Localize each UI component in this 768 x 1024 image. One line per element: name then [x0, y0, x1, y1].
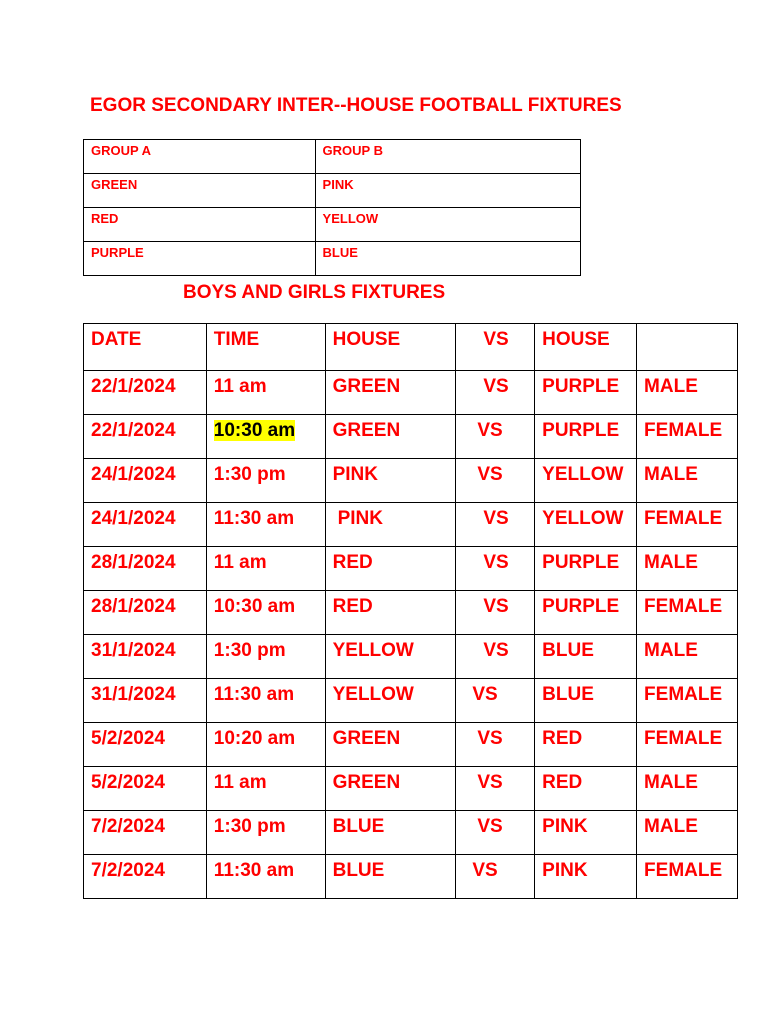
table-row — [84, 811, 738, 855]
fixture-vs: VS — [456, 415, 535, 459]
table-row — [84, 415, 738, 459]
fixture-away-house: PINK — [535, 811, 637, 855]
header-house-home: HOUSE — [325, 324, 456, 371]
fixture-home-house: PINK — [325, 459, 456, 503]
table-row — [84, 459, 738, 503]
table-row — [84, 767, 738, 811]
fixture-away-house: BLUE — [535, 679, 637, 723]
fixture-date: 24/1/2024 — [84, 503, 207, 547]
fixture-home-house: GREEN — [325, 415, 456, 459]
fixture-vs: VS — [456, 679, 535, 723]
fixture-vs: VS — [456, 811, 535, 855]
fixture-vs: VS — [456, 547, 535, 591]
group-b-team: PINK — [315, 174, 580, 208]
group-a-header: GROUP A — [84, 140, 316, 174]
fixture-date: 28/1/2024 — [84, 547, 207, 591]
fixture-time: 11:30 am — [206, 503, 325, 547]
group-a-team: PURPLE — [84, 242, 316, 276]
fixture-category: FEMALE — [637, 503, 738, 547]
fixture-home-house: BLUE — [325, 855, 456, 899]
header-vs: VS — [456, 324, 535, 371]
table-row — [84, 547, 738, 591]
fixture-time: 1:30 pm — [206, 459, 325, 503]
fixture-away-house: PURPLE — [535, 547, 637, 591]
fixture-home-house: YELLOW — [325, 635, 456, 679]
fixture-date: 22/1/2024 — [84, 371, 207, 415]
table-row — [84, 679, 738, 723]
fixture-vs: VS — [456, 855, 535, 899]
fixture-time: 11:30 am — [206, 855, 325, 899]
fixture-category: MALE — [637, 371, 738, 415]
fixture-category: MALE — [637, 767, 738, 811]
fixture-time: 11 am — [206, 767, 325, 811]
group-b-team: YELLOW — [315, 208, 580, 242]
table-header-row — [84, 324, 738, 371]
fixture-time: 1:30 pm — [206, 811, 325, 855]
fixture-home-house: RED — [325, 547, 456, 591]
fixture-time: 10:20 am — [206, 723, 325, 767]
fixture-category: MALE — [637, 459, 738, 503]
fixture-category: FEMALE — [637, 855, 738, 899]
fixture-time: 11 am — [206, 371, 325, 415]
fixture-away-house: YELLOW — [535, 459, 637, 503]
fixtures-subtitle: BOYS AND GIRLS FIXTURES — [183, 282, 446, 303]
fixture-date: 5/2/2024 — [84, 723, 207, 767]
fixture-time: 11:30 am — [206, 679, 325, 723]
table-row — [84, 723, 738, 767]
fixture-date: 31/1/2024 — [84, 679, 207, 723]
fixture-home-house: BLUE — [325, 811, 456, 855]
table-row — [84, 242, 581, 276]
fixture-away-house: RED — [535, 767, 637, 811]
fixture-vs: VS — [456, 591, 535, 635]
fixture-time — [206, 415, 325, 459]
fixture-category: FEMALE — [637, 723, 738, 767]
fixture-time: 10:30 am — [206, 591, 325, 635]
fixture-away-house: PURPLE — [535, 415, 637, 459]
fixture-away-house: YELLOW — [535, 503, 637, 547]
fixture-date: 22/1/2024 — [84, 415, 207, 459]
fixture-date: 5/2/2024 — [84, 767, 207, 811]
header-date: DATE — [84, 324, 207, 371]
fixture-away-house: BLUE — [535, 635, 637, 679]
fixture-category: MALE — [637, 811, 738, 855]
fixture-category: MALE — [637, 547, 738, 591]
fixture-vs: VS — [456, 767, 535, 811]
fixture-home-house: PINK — [325, 503, 456, 547]
header-category — [637, 324, 738, 371]
fixture-date: 7/2/2024 — [84, 855, 207, 899]
table-row — [84, 371, 738, 415]
fixture-date: 31/1/2024 — [84, 635, 207, 679]
fixture-vs: VS — [456, 723, 535, 767]
fixture-away-house: PURPLE — [535, 591, 637, 635]
fixture-home-house: GREEN — [325, 371, 456, 415]
fixture-home-house: GREEN — [325, 767, 456, 811]
fixture-date: 7/2/2024 — [84, 811, 207, 855]
group-a-team: GREEN — [84, 174, 316, 208]
fixture-category: FEMALE — [637, 591, 738, 635]
table-row — [84, 140, 581, 174]
fixture-away-house: PINK — [535, 855, 637, 899]
fixture-date: 28/1/2024 — [84, 591, 207, 635]
fixture-vs: VS — [456, 635, 535, 679]
fixture-vs: VS — [456, 459, 535, 503]
header-house-away: HOUSE — [535, 324, 637, 371]
fixture-category: FEMALE — [637, 415, 738, 459]
fixture-home-house: RED — [325, 591, 456, 635]
fixture-away-house: RED — [535, 723, 637, 767]
group-a-team: RED — [84, 208, 316, 242]
fixture-vs: VS — [456, 503, 535, 547]
groups-table — [83, 139, 581, 276]
fixture-away-house: PURPLE — [535, 371, 637, 415]
table-row — [84, 635, 738, 679]
fixture-date: 24/1/2024 — [84, 459, 207, 503]
fixtures-table — [83, 323, 738, 899]
fixture-time: 1:30 pm — [206, 635, 325, 679]
document-title: EGOR SECONDARY INTER--HOUSE FOOTBALL FIXTURES — [90, 95, 622, 116]
fixture-vs: VS — [456, 371, 535, 415]
group-b-team: BLUE — [315, 242, 580, 276]
highlighted-time: 10:30 am — [213, 420, 296, 441]
fixture-time: 11 am — [206, 547, 325, 591]
table-row — [84, 855, 738, 899]
fixture-home-house: GREEN — [325, 723, 456, 767]
table-row — [84, 174, 581, 208]
fixture-category: MALE — [637, 635, 738, 679]
table-row — [84, 591, 738, 635]
header-time: TIME — [206, 324, 325, 371]
group-b-header: GROUP B — [315, 140, 580, 174]
fixture-category: FEMALE — [637, 679, 738, 723]
fixture-home-house: YELLOW — [325, 679, 456, 723]
table-row — [84, 208, 581, 242]
table-row — [84, 503, 738, 547]
